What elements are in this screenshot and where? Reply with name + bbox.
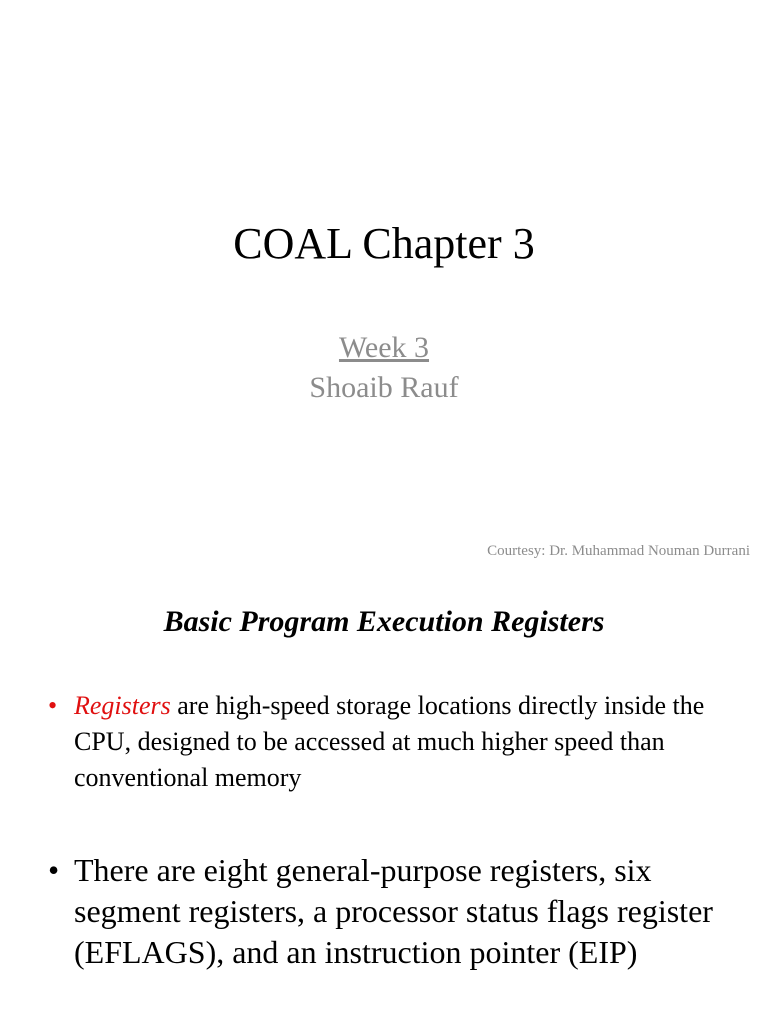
week-subtitle [0,330,768,366]
bullet-text [74,688,760,796]
content-slide [0,580,768,1024]
week-link[interactable]: Week 3 [338,331,430,364]
section-heading: Basic Program Execution Registers [163,605,605,638]
author-name: Shoaib Rauf [309,371,459,404]
highlight-term: Registers [74,691,171,720]
bullet-item-registers [48,688,760,796]
bullet-marker: • [48,852,60,888]
bullet-text: There are eight general-purpose registers, six segment registers, a processor status flags register (EFLAGS), and an instruction pointer (EIP) [74,852,713,970]
slide-title: COAL Chapter 3 [233,219,535,268]
courtesy-credit: Courtesy: Dr. Muhammad Nouman Durrani [487,543,750,559]
bullet-item-register-types [48,850,760,973]
bullet-marker: • [48,691,58,720]
bullet-body: are high-speed storage locations directly inside the CPU, designed to be accessed at much higher speed than conventional memory [74,691,705,792]
